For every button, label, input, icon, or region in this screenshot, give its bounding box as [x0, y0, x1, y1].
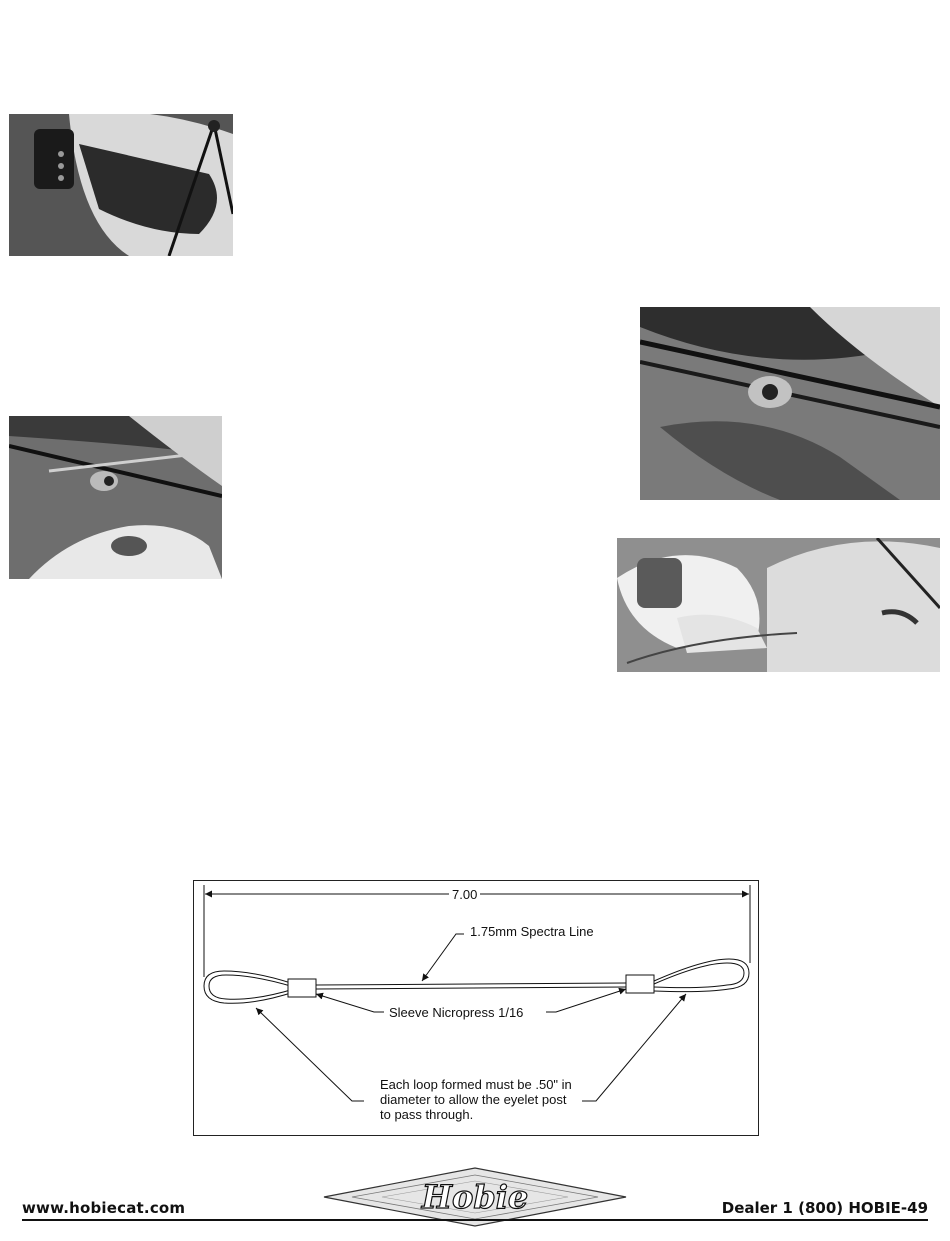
dealer-phone: Dealer 1 (800) HOBIE-49	[721, 1199, 928, 1217]
sleeve-label: Sleeve Nicropress 1/16	[389, 1005, 524, 1020]
website-link[interactable]: www.hobiecat.com	[22, 1199, 186, 1217]
footer-divider	[22, 1219, 928, 1221]
spectra-line-diagram	[193, 880, 759, 1136]
rudder-blade-image	[9, 114, 233, 256]
eyelet-photo-right	[640, 307, 940, 500]
eyelet-hand-image	[9, 416, 222, 579]
loop-install-photo	[617, 538, 940, 672]
eyelet-closeup-image	[640, 307, 940, 500]
svg-text:Hobie: Hobie	[421, 1178, 529, 1216]
loop-note: Each loop formed must be .50" in diameter to allow the eyelet post to pass through.	[380, 1077, 572, 1122]
length-dimension: 7.00	[449, 887, 480, 902]
eyelet-photo-left	[9, 416, 222, 579]
spectra-line-label: 1.75mm Spectra Line	[470, 924, 594, 939]
hand-loop-install-image	[617, 538, 940, 672]
rudder-photo	[9, 114, 233, 256]
